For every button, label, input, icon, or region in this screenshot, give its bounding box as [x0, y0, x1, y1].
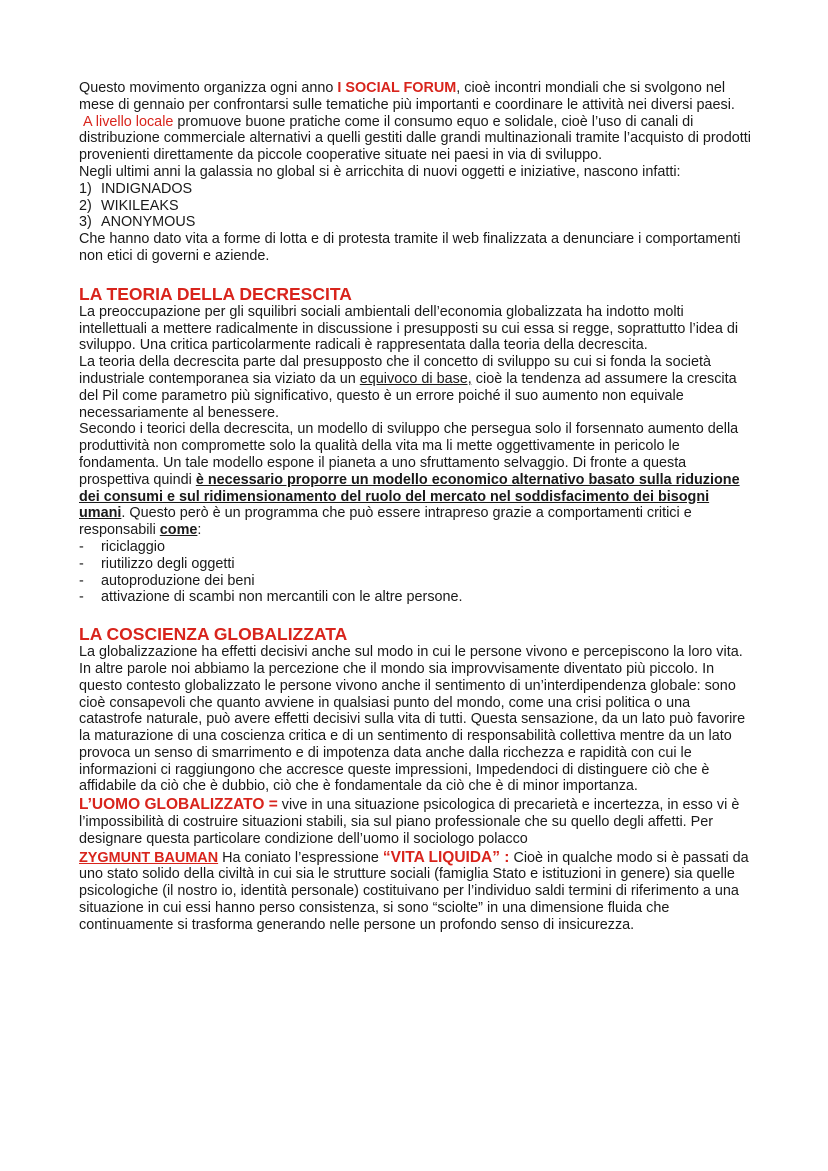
movements-list: [79, 181, 755, 231]
intro-paragraph-no-global: Negli ultimi anni la galassia no global si è arricchita di nuovi oggetti e iniziative, nascono infatti:: [79, 163, 681, 180]
list-dash: -: [79, 538, 84, 555]
decrescita-paragraph-2: [79, 354, 755, 421]
intro-paragraph-local-level: [79, 114, 755, 164]
list-item: [79, 214, 755, 231]
text-run: promuove buone pratiche come il consumo equo e solidale, cioè l’uso di canali di distribuzione commerciale alternativi a quelli gestiti dalle grandi multinazionali tramite l’acquisto di prodotti provenienti direttamente da piccole cooperative situate nei paesi in via di sviluppo.: [79, 113, 751, 164]
coscienza-paragraph-uomo-globalizzato: [79, 797, 755, 847]
underlined-phrase: equivoco di base,: [359, 370, 472, 387]
text-run: , cioè incontri mondiali che si svolgono nel mese di gennaio per confrontarsi sulle tematiche più importanti e coordinare le attività nei diversi paesi.: [79, 80, 735, 113]
section-title-coscienza: LA COSCIENZA GLOBALIZZATA: [79, 624, 348, 645]
text-run: :: [197, 522, 202, 539]
text-run: . Questo però è un programma che può essere intrapreso grazie a comportamenti critici e responsabili: [79, 505, 692, 539]
vita-liquida-highlight: “VITA LIQUIDA” :: [382, 848, 510, 866]
text-run: La teoria della decrescita parte dal presupposto che il concetto di sviluppo su cui si fonda la società industriale contemporanea sia viziato da un: [79, 354, 711, 387]
list-item: [79, 539, 755, 556]
list-number: 1): [79, 180, 92, 197]
document-page: [79, 80, 755, 934]
section-title-decrescita: LA TEORIA DELLA DECRESCITA: [79, 283, 352, 304]
bauman-name-highlight: ZYGMUNT BAUMAN: [79, 849, 219, 866]
list-item: [79, 589, 755, 606]
list-item-text: autoproduzione dei beni: [101, 572, 255, 589]
behaviours-list: [79, 539, 755, 606]
coscienza-paragraph-bauman: [79, 850, 755, 934]
text-run: vive in una situazione psicologica di precarietà e incertezza, in esso vi è l’impossibilità di costruire situazioni stabili, sia sul piano professionale che su quello degli affetti. Per designare questa particolare condizione dell’uomo il sociologo polacco: [79, 797, 740, 847]
list-item-text: riutilizzo degli oggetti: [101, 555, 235, 572]
list-item-text: attivazione di scambi non mercantili con le altre persone.: [101, 589, 463, 606]
list-item: [79, 573, 755, 590]
local-level-highlight: A livello locale: [83, 113, 174, 130]
text-run: Cioè in qualche modo si è passati da uno stato solido della civiltà in cui sia le strutture sociali (famiglia Stato e istituzioni in genere) sia quelle psicologiche (il nostro io, identità personale) costituivano per l’individuo saldi termini di riferimento a una situazione in cui essi hanno perso consistenza, si sono “sciolte” in una dimensione fluida che continuamente si trasforma generando nelle persone un profondo senso di insicurezza.: [79, 849, 749, 933]
text-run: Questo movimento organizza ogni anno: [79, 80, 338, 96]
list-number: 3): [79, 214, 92, 231]
list-item-text: ANONYMOUS: [101, 214, 196, 231]
text-run: Secondo i teorici della decrescita, un modello di sviluppo che persegua solo il forsennato aumento della produttività non compromette solo la qualità della vita ma li mette oggettivamente in pericolo le fondamenta. Un tale modello espone il pianeta a uno sfruttamento selvaggio. Di fronte a questa prospettiva quindi: [79, 421, 739, 488]
key-statement: è necessario proporre un modello economico alternativo basato sulla riduzione dei consumi e sul ridimensionamento del ruolo del mercato nel soddisfacimento dei bisogni umani: [79, 471, 740, 522]
intro-paragraph-social-forum: [79, 80, 755, 114]
text-run: cioè la tendenza ad assumere la crescita del Pil come parametro più significativo, questo è un errore poiché il suo aumento non equivale necessariamente al benessere.: [79, 370, 737, 421]
list-item-text: INDIGNADOS: [101, 180, 193, 197]
social-forum-highlight: I SOCIAL FORUM: [337, 80, 457, 96]
list-dash: -: [79, 572, 84, 589]
coscienza-paragraph-2: In altre parole noi abbiamo la percezione che il mondo sia improvvisamente diventato più piccolo. In questo contesto globalizzato le persone vivono anche il sentimento di un’interdipendenza globale: sono cioè consapevoli che quanto avviene in qualsiasi punto del mondo, come una crisi politica o una catastrofe naturale, può avere effetti decisivi sulla vita di tutti. Questa sensazione, da un lato può favorire la maturazione di una coscienza critica e di un sentimento di responsabilità collettiva mentre da un lato provoca un senso di smarrimento e di impotenza data anche dalla ricchezza e rapidità con cui le informazioni ci raggiungono che accresce queste impressioni, Impedendoci di distinguere ciò che è affidabile da ciò che è dubbio, ciò che è fondamentale da ciò che è di minor importanza.: [79, 660, 746, 795]
uomo-globalizzato-highlight: L’UOMO GLOBALIZZATO =: [79, 796, 278, 814]
list-item-text: WIKILEAKS: [101, 197, 179, 214]
list-dash: -: [79, 589, 84, 606]
come-emphasis: come: [159, 522, 198, 539]
list-item: [79, 198, 755, 215]
list-item: [79, 556, 755, 573]
coscienza-paragraph-1: La globalizzazione ha effetti decisivi anche sul modo in cui le persone vivono e percepiscono la loro vita.: [79, 644, 743, 661]
list-item-text: riciclaggio: [101, 538, 165, 555]
decrescita-paragraph-3: [79, 421, 755, 539]
intro-paragraph-web-protest: Che hanno dato vita a forme di lotta e di protesta tramite il web finalizzata a denunciare i comportamenti non etici di governi e aziende.: [79, 231, 741, 264]
text-run: Ha coniato l’espressione: [218, 849, 383, 866]
list-item: [79, 181, 755, 198]
list-number: 2): [79, 197, 92, 214]
decrescita-paragraph-1: La preoccupazione per gli squilibri sociali ambientali dell’economia globalizzata ha indotto molti intellettuali a mettere radicalmente in discussione i presupposti su cui essa si regge, soprattutto l’idea di sviluppo. Una critica particolarmente radicali è rappresentata dalla teoria della decrescita.: [79, 303, 739, 354]
list-dash: -: [79, 555, 84, 572]
